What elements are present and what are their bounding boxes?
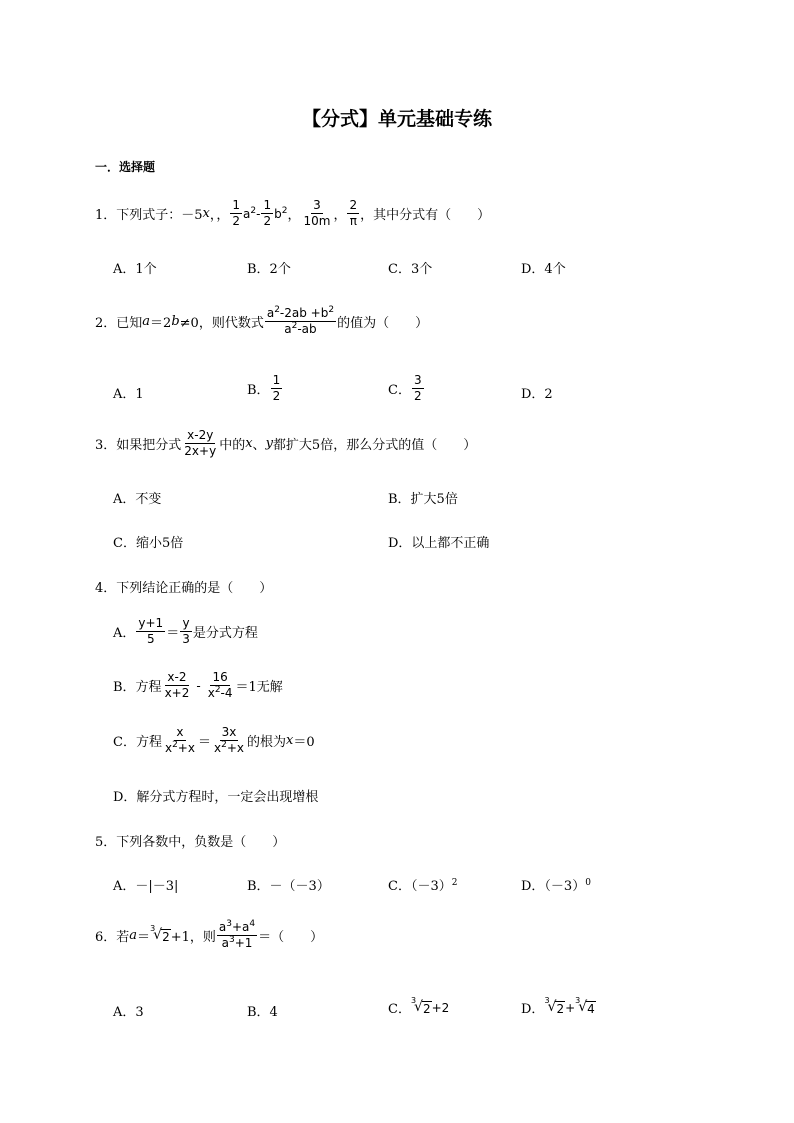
- question-2: 2．已知 a ＝2 b ≠0，则代数式 $\frac{a^2-2ab +b^2}{a^2-ab}$ 的值为（ ）: [95, 305, 429, 336]
- page-title: 【分式】单元基础专练: [301, 108, 492, 130]
- fraction: $\frac{1}{2}$: [272, 373, 281, 403]
- option-4b: B．方程 $\frac{x-2}{x+2}$ - $\frac{16}{x^2-4}$ ＝1无解: [113, 670, 283, 700]
- fraction: $\frac{3}{10m}$: [303, 198, 331, 228]
- option-1c: C．3个: [388, 262, 433, 277]
- fraction: $\frac{1}{2}$: [232, 198, 241, 228]
- cube-root: 3 √ 2: [544, 996, 565, 1016]
- fraction: $\frac{3x}{x^2+x}$: [213, 725, 244, 755]
- option-5c: C．$(-3)^2$: [388, 878, 458, 894]
- option-4c: C．方程 $\frac{x}{x^2+x}$ ＝ $\frac{3x}{x^2+x}$ 的根为 x ＝0: [113, 725, 315, 755]
- fraction: $\frac{2}{\pi}$: [349, 198, 358, 228]
- option-3c: C．缩小5倍: [113, 536, 184, 551]
- fraction: $\frac{1}{2}$: [263, 198, 272, 228]
- fraction: $\frac{y}{3}$: [182, 616, 190, 646]
- option-1b: B．2个: [247, 262, 291, 277]
- cube-root: 3 √ 2: [150, 924, 170, 944]
- option-4d: D．解分式方程时，一定会出现增根: [113, 790, 319, 805]
- option-6a: A．3: [113, 1005, 144, 1020]
- fraction: $\frac{x}{x^2+x}$: [164, 725, 195, 755]
- option-5b: B．－（－3）: [247, 879, 330, 894]
- option-5a: A．－|－3|: [113, 879, 179, 894]
- question-3: 3．如果把分式 $\frac{x-2y}{2x+y}$ 中的 x 、 y 都扩大5倍，那么分式的值（ ）: [95, 428, 477, 458]
- option-2b: B． $\frac{1}{2}$: [247, 373, 281, 403]
- fraction: $\frac{x-2y}{2x+y}$: [184, 428, 217, 458]
- question-1: 1．下列式子：－5 x ，， $\frac{1}{2}$ $a^2$ - $\frac{1}{2}$ $b^2$ ， $\frac{3}{10m}$ ， $\frac{2}{\pi}$ ，其中分式有（ ）: [95, 198, 491, 228]
- fraction: $\frac{16}{x^2-4}$: [207, 670, 233, 700]
- option-2a: A．1: [113, 387, 144, 402]
- option-3a: A．不变: [113, 492, 162, 507]
- option-5d: D．$(-3)^0$: [521, 878, 591, 894]
- cube-root: 3 √ 2: [410, 996, 431, 1016]
- option-2d: D．2: [521, 387, 553, 402]
- fraction: $\frac{x-2}{x+2}$: [164, 670, 190, 700]
- option-3d: D．以上都不正确: [388, 536, 490, 551]
- option-6c: C． 3 √ 2 +2: [388, 996, 450, 1017]
- question-6: 6．若 a ＝ 3 √ 2 +1，则 $\frac{a^3+a^4}{a^3+1}$ ＝（ ）: [95, 919, 324, 950]
- option-2c: C． $\frac{3}{2}$: [388, 373, 422, 403]
- question-5: 5．下列各数中，负数是（ ）: [95, 835, 286, 850]
- cube-root: 3 √ 4: [575, 996, 595, 1016]
- option-6d: D． 3 √ 2 + 3 √ 4: [521, 996, 595, 1017]
- fraction: $\frac{a^2-2ab +b^2}{a^2-ab}$: [266, 305, 335, 336]
- option-6b: B．4: [247, 1005, 278, 1020]
- option-1d: D．4个: [521, 262, 566, 277]
- option-1a: A．1个: [113, 262, 157, 277]
- section-heading: 一．选择题: [95, 160, 156, 174]
- question-4: 4．下列结论正确的是（ ）: [95, 581, 273, 596]
- fraction: $\frac{a^3+a^4}{a^3+1}$: [218, 919, 256, 950]
- fraction: $\frac{y+1}{5}$: [138, 616, 164, 646]
- option-3b: B．扩大5倍: [388, 492, 458, 507]
- option-4a: A． $\frac{y+1}{5}$ ＝ $\frac{y}{3}$ 是分式方程: [113, 616, 258, 646]
- fraction: $\frac{3}{2}$: [413, 373, 422, 403]
